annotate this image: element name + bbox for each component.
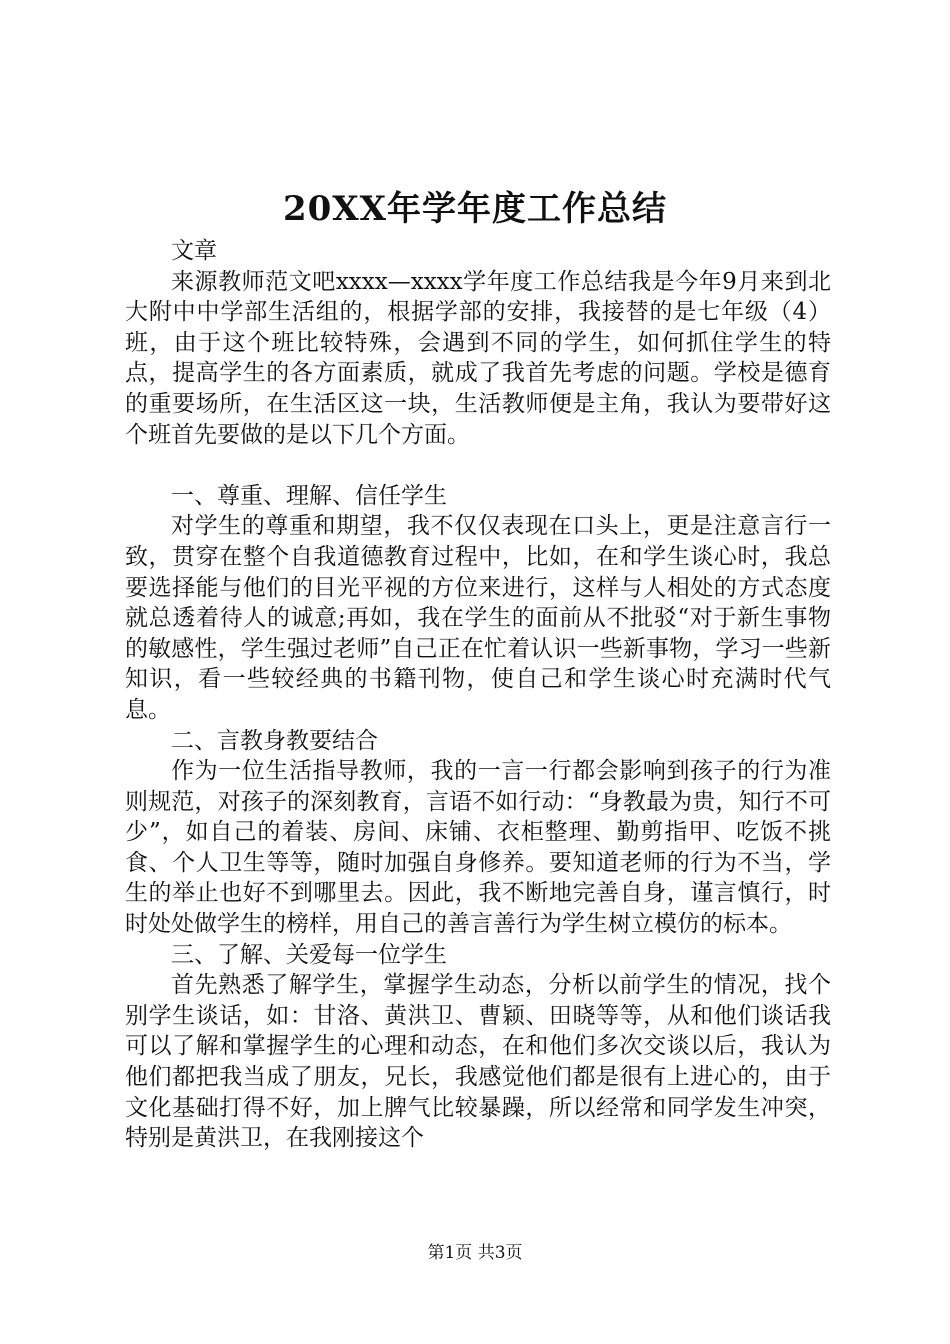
section-heading-2: 二、言教身教要结合 [171, 727, 378, 754]
paragraph-label: 文章 [171, 238, 217, 264]
section-heading-1: 一、尊重、理解、信任学生 [171, 482, 447, 509]
blank-line [125, 450, 831, 481]
paragraph-section-3: 首先熟悉了解学生，掌握学生动态，分析以前学生的情况，找个别学生谈话，如：甘洛、黄洪卫、曹颖、田晓等等，从和他们谈话我可以了解和掌握学生的心理和动态，在和他们多次交谈以后，我认为他们都把我当成了朋友，兄长，我感觉他们都是很有上进心的，由于文化基础打得不好，加上脾气比较暴躁，所以经常和同学发生冲突，特别是黄洪卫，在我刚接这个 [125, 972, 831, 1152]
document-title: 20XX年学年度工作总结 [282, 189, 668, 229]
paragraph-section-2: 作为一位生活指导教师，我的一言一行都会影响到孩子的行为准则规范，对孩子的深刻教育，言语不如行动：“身教最为贵，知行不可少”，如自己的着装、房间、床铺、衣柜整理、勤剪指甲、吃饭不挑食、个人卫生等等，随时加强自身修养。要知道老师的行为不当，学生的举止也好不到哪里去。因此，我不断地完善自身，谨言慎行，时时处处做学生的榜样，用自己的善言善行为学生树立模仿的标本。 [125, 758, 831, 938]
paragraph-section-1: 对学生的尊重和期望，我不仅仅表现在口头上，更是注意言行一致，贯穿在整个自我道德教育过程中，比如，在和学生谈心时，我总要选择能与他们的目光平视的方位来进行，这样与人相处的方式态度就总透着待人的诚意;再如，我在学生的面前从不批驳“对于新生事物的敏感性，学生强过老师”自己正在忙着认识一些新事物，学习一些新知识，看一些较经典的书籍刊物，使自己和学生谈心时充满时代气息。 [125, 513, 831, 723]
paragraph-intro: 来源教师范文吧xxxx—xxxx学年度工作总结我是今年9月来到北大附中中学部生活组的，根据学部的安排，我接替的是七年级（4）班，由于这个班比较特殊，会遇到不同的学生，如何抓住学生的特点，提高学生的各方面素质，就成了我首先考虑的问题。学校是德育的重要场所，在生活区这一块，生活教师便是主角，我认为要带好这个班首先要做的是以下几个方面。 [125, 268, 831, 448]
document-body [125, 236, 831, 1154]
page-footer: 第1页 共3页 [427, 1243, 523, 1263]
section-heading-3: 三、了解、关爱每一位学生 [171, 941, 447, 968]
